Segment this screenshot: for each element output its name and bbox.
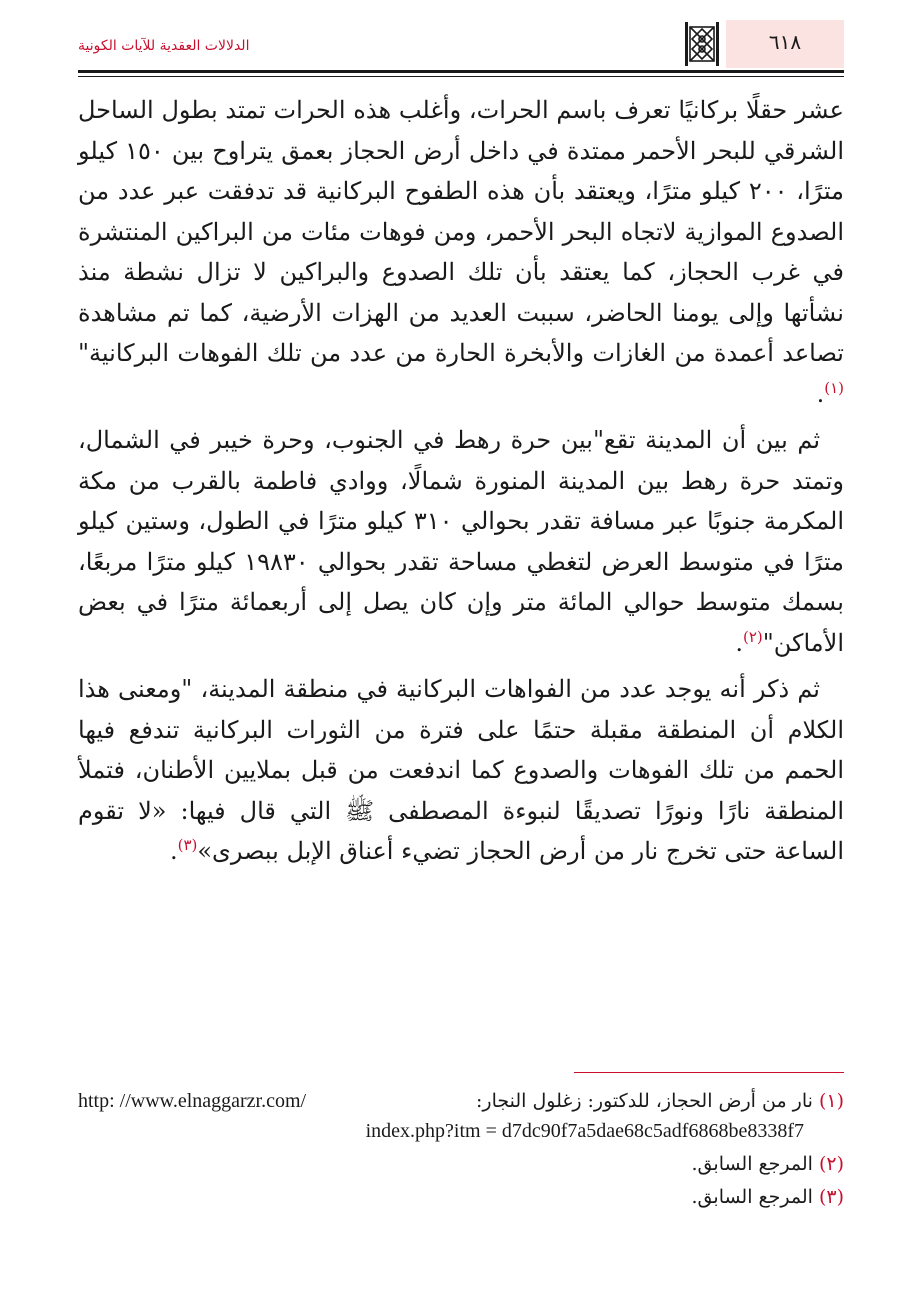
footnote (78, 1086, 844, 1146)
paragraph-ending: . (816, 379, 825, 408)
footnote-ref[interactable]: (٣) (177, 836, 198, 854)
footnote-ref[interactable]: (١) (824, 378, 844, 397)
footnote-text: نار من أرض الحجاز، للدكتور: زغلول النجار: (476, 1090, 813, 1112)
paragraph (78, 420, 844, 663)
footnote-url-continued[interactable]: index.php?itm = d7dc90f7a5dae68c5adf6868be8338f7 (365, 1120, 804, 1142)
footnote-number: (٣) (818, 1186, 844, 1208)
footnote-text: المرجع السابق. (691, 1186, 813, 1208)
footnote (78, 1182, 844, 1212)
footnote-divider (574, 1072, 844, 1073)
paragraph-text: ثم ذكر أنه يوجد عدد من الفواهات البركانية في منطقة المدينة، "ومعنى هذا الكلام أن المنطقة مقبلة حتمًا على فترة من الثورات البركانية تندفع فيها الحمم من تلك الفوهات والصدوع كما اندفعت من قبل بملايين الأطنان، فتملأ المنطقة نارًا ونورًا تصديقًا لنبوءة المصطفى ﷺ التي قال فيها: «لا تقوم الساعة حتى تخرج نار من أرض الحجاز تضيء أعناق الإبل ببصرى» (78, 675, 844, 865)
page-number-box (726, 20, 844, 68)
footnote-number: (٢) (818, 1153, 844, 1175)
paragraph (78, 90, 844, 414)
footnote-url[interactable]: http: //www.elnaggarzr.com/ (78, 1090, 307, 1112)
footnote-text: المرجع السابق. (691, 1153, 813, 1175)
paragraph-text: عشر حقلًا بركانيًا تعرف باسم الحرات، وأغلب هذه الحرات تمتد بطول الساحل الشرقي للبحر الأحمر ممتدة في داخل أرض الحجاز بعمق يتراوح بين ١٥٠ كيلو مترًا، ٢٠٠ كيلو مترًا، ويعتقد بأن هذه الطفوح البركانية قد تدفقت عبر عدد من الصدوع الموازية لاتجاه البحر الأحمر، ومن فوهات مئات من البراكين المنتشرة في غرب الحجاز، كما يعتقد بأن تلك الصدوع والبراكين لا تزال نشطة منذ نشأتها وإلى يومنا الحاضر، سببت العديد من الهزات الأرضية، كما تم مشاهدة تصاعد أعمدة من الغازات والأبخرة الحارة من عدد من تلك الفوهات البركانية" (78, 96, 845, 367)
footnotes (78, 1086, 844, 1215)
footnote-number: (١) (818, 1090, 844, 1112)
footnote-ref[interactable]: (٢) (742, 627, 763, 646)
footnote (78, 1149, 844, 1179)
arabesque-ornament-icon (685, 22, 719, 66)
page-header (78, 20, 844, 70)
paragraph (78, 669, 844, 872)
paragraph-ending: . (735, 628, 743, 657)
header-divider-thin (78, 76, 844, 77)
running-title: الدلالات العقدية للآيات الكونية (78, 38, 250, 54)
page-number: ٦١٨ (768, 30, 802, 54)
header-divider-thick (78, 70, 844, 73)
paragraph-text: ثم بين أن المدينة تقع"بين حرة رهط في الجنوب، وحرة خيبر في الشمال، وتمتد حرة رهط بين المدينة المنورة شمالًا، ووادي فاطمة بالقرب من مكة المكرمة جنوبًا عبر مسافة تقدر بحوالي ٣١٠ كيلو مترًا في الطول، وستين كيلو مترًا في متوسط العرض لتغطي مساحة تقدر بحوالي ١٩٨٣٠ كيلو مترًا مربعًا، بسمك متوسط حوالي المائة متر وإن كان يصل إلى أربعمائة مترًا في بعض الأماكن" (78, 426, 844, 657)
body-text (78, 90, 844, 872)
paragraph-ending: . (169, 837, 178, 865)
